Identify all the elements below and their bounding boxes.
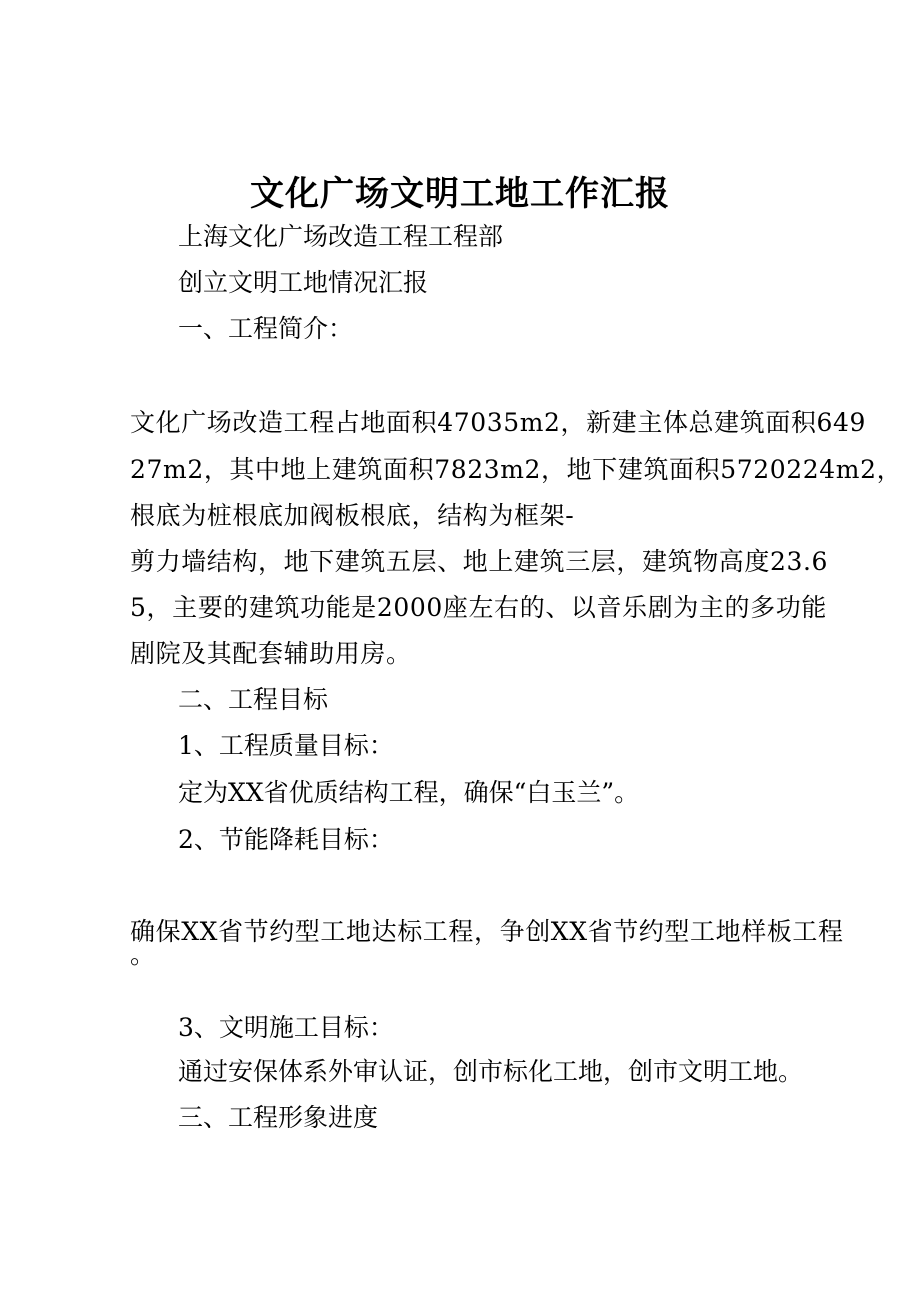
paragraph-line: 27m2，其中地上建筑面积7823m2，地下建筑面积5720224m2， [130,455,903,484]
paragraph-line: 确保XX省节约型工地达标工程，争创XX省节约型工地样板工程 [130,917,844,946]
sub-heading: 3、文明施工目标： [178,1013,394,1042]
sub-heading: 2、节能降耗目标： [178,825,394,854]
paragraph-line: 剪力墙结构，地下建筑五层、地上建筑三层，建筑物高度23.6 [130,547,829,576]
paragraph-line: 。 [130,940,156,969]
subtitle-line: 创立文明工地情况汇报 [178,268,429,297]
section-heading: 三、工程形象进度 [178,1103,379,1132]
org-line: 上海文化广场改造工程工程部 [178,222,504,251]
paragraph-line: 文化广场改造工程占地面积47035m2，新建主体总建筑面积649 [130,408,867,437]
section-heading: 二、工程目标 [178,685,329,714]
document-title: 文化广场文明工地工作汇报 [250,174,670,214]
paragraph-line: 定为XX省优质结构工程，确保“白玉兰”。 [178,778,640,807]
paragraph-line: 根底为桩根底加阀板根底，结构为框架- [130,501,575,530]
paragraph-line: 剧院及其配套辅助用房。 [130,639,412,668]
paragraph-line: 5，主要的建筑功能是2000座左右的、以音乐剧为主的多功能 [130,593,827,622]
paragraph-line: 通过安保体系外审认证，创市标化工地，创市文明工地。 [178,1057,804,1086]
sub-heading: 1、工程质量目标： [178,731,394,760]
section-heading: 一、工程简介： [178,314,354,343]
